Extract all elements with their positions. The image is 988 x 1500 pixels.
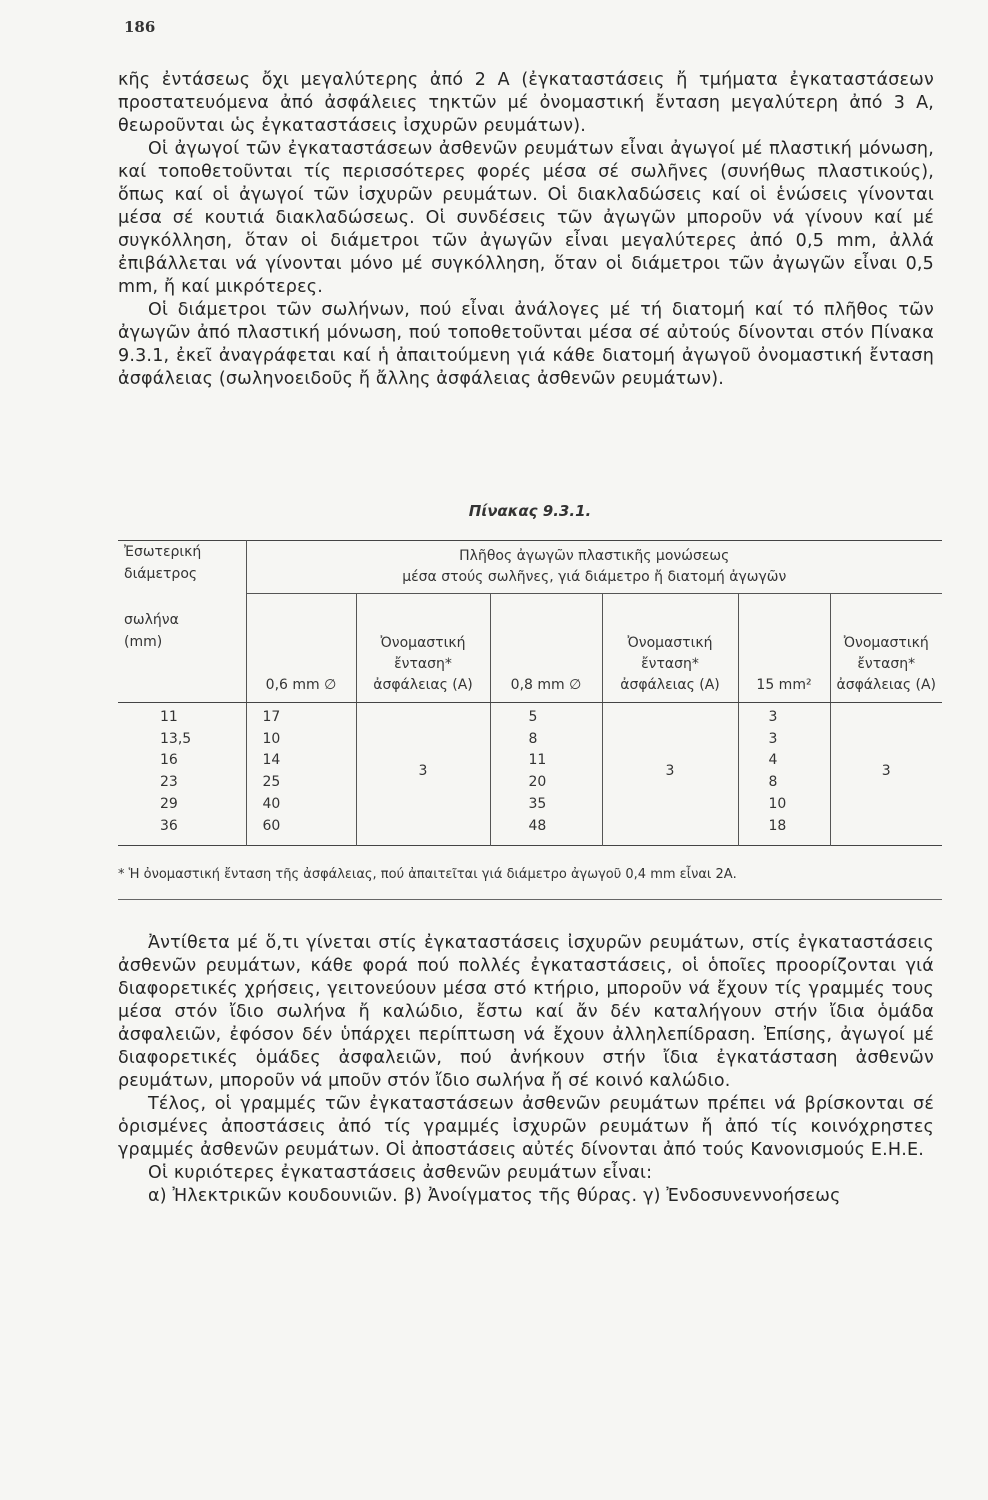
table-caption: Πίνακας 9.3.1.: [468, 502, 592, 520]
conductor-count-header: Πλῆθος ἀγωγῶν πλαστικῆς μονώσεως μέσα στούς σωλῆνες, γιά διάμετρο ἤ διατομή ἀγωγῶν: [246, 541, 942, 594]
paragraph: Οἱ ἀγωγοί τῶν ἐγκαταστάσεων ἀσθενῶν ρευμάτων εἶναι ἀγωγοί μέ πλαστική μόνωση, καί τοποθετοῦνται τίς περισσότερες φορές μέσα σέ σωλῆνες (συνήθως πλαστικούς), ὅπως καί οἱ ἀγωγοί τῶν ἰσχυρῶν ρευμάτων. Οἱ διακλαδώσεις καί οἱ ἑνώσεις γίνονται μέσα σέ κουτιά διακλαδώσεως. Οἱ συνδέσεις τῶν ἀγωγῶν μποροῦν νά γίνουν καί μέ συγκόλληση, ὅταν οἱ διάμετροι τῶν ἀγωγῶν εἶναι μεγαλύτερες ἀπό 0,5 mm, ἀλλά ἐπιβάλλεται νά γίνονται μόνο μέ συγκόλληση, ὅταν οἱ διάμετροι τῶν ἀγωγῶν εἶναι 0,5 mm, ἤ καί μικρότερες.: [118, 139, 934, 297]
fuse-15-cell: 3: [881, 763, 891, 780]
paragraph: Οἱ κυριότερες ἐγκαταστάσεις ἀσθενῶν ρευμάτων εἶναι:: [148, 1163, 653, 1183]
col-header-15: 15 mm²: [738, 594, 830, 703]
paragraph: Ἀντίθετα μέ ὅ,τι γίνεται στίς ἐγκαταστάσεις ἰσχυρῶν ρευμάτων, στίς ἐγκαταστάσεις ἀσθενῶν ρευμάτων, κάθε φορά πού πολλές ἐγκαταστάσεις, οἱ ὁποῖες προορίζονται γιά διαφορετικές χρήσεις, γειτονεύουν μέσα στό κτήριο, μποροῦν νά ἔχουν τίς γραμμές τους μέσα στόν ἴδιο σωλήνα ἤ καλώδιο, ἔστω καί ἄν δέν καταλήγουν στήν ἴδια ὁμάδα ἀσφαλειῶν, ἐφόσον δέν ὑπάρχει περίπτωση νά ἔχουν ἀλληλεπίδραση. Ἐπίσης, ἀγωγοί μέ διαφορετικές ὁμάδες ἀσφαλειῶν, πού ἀνήκουν στήν ἴδια ἐγκατάσταση ἀσθενῶν ρευμάτων, μποροῦν νά μποῦν στόν ἴδιο σωλήνα ἤ σέ κοινό καλώδιο.: [118, 933, 934, 1091]
count-06-column: 17 10 14 25 40 60: [246, 703, 356, 846]
fuse-06-cell: 3: [356, 703, 490, 846]
page-number: 186: [124, 18, 156, 36]
outro-text: [118, 932, 934, 1208]
count-08-column: 5 8 11 20 35 48: [490, 703, 602, 846]
paragraph: κῆς ἐντάσεως ὄχι μεγαλύτερης ἀπό 2 Α (ἐγκαταστάσεις ἤ τμήματα ἐγκαταστάσεων προστατευόμενα ἀπό ἀσφάλειες τηκτῶν μέ ὀνομαστική ἔνταση μεγαλύτερη ἀπό 3 Α, θεωροῦνται ὡς ἐγκαταστάσεις ἰσχυρῶν ρευμάτων).: [118, 70, 934, 136]
paragraph: Τέλος, οἱ γραμμές τῶν ἐγκαταστάσεων ἀσθενῶν ρευμάτων πρέπει νά βρίσκονται σέ ὁρισμένες ἀποστάσεις ἀπό τίς γραμμές ἰσχυρῶν ρευμάτων ἤ ἀπό τίς κοινόχρηστες γραμμές ἀσθενῶν ρευμάτων. Οἱ ἀποστάσεις αὐτές δίνονται ἀπό τούς Κανονισμούς Ε.Η.Ε.: [118, 1094, 934, 1160]
col-header-fuse-08: Ὀνομαστική ἔνταση* ἀσφάλειας (A): [602, 594, 738, 703]
diameter-column: 11 13,5 16 23 29 36: [118, 703, 246, 846]
col-header-fuse-06: Ὀνομαστική ἔνταση* ἀσφάλειας (A): [356, 594, 490, 703]
col-header-06: 0,6 mm ∅: [246, 594, 356, 703]
count-15-column: 3 3 4 8 10 18: [738, 703, 830, 846]
diameter-header: Ἐσωτερική διάμετρος σωλήνα (mm): [118, 541, 246, 703]
col-header-fuse-15: Ὀνομαστική ἔνταση* ἀσφάλειας (A): [830, 594, 942, 703]
col-header-08: 0,8 mm ∅: [490, 594, 602, 703]
conduit-table: [118, 540, 942, 846]
paragraph: α) Ἠλεκτρικῶν κουδουνιῶν. β) Ἀνοίγματος τῆς θύρας. γ) Ἐνδοσυνεννοήσεως: [148, 1186, 841, 1206]
fuse-08-cell: 3: [602, 703, 738, 846]
paragraph: Οἱ διάμετροι τῶν σωλήνων, πού εἶναι ἀνάλογες μέ τή διατομή καί τό πλῆθος τῶν ἀγωγῶν ἀπό πλαστική μόνωση, πού τοποθετοῦνται μέσα σέ αὐτούς δίνονται στόν Πίνακα 9.3.1, ἐκεῖ ἀναγράφεται καί ἡ ἀπαιτούμενη γιά κάθε διατομή ἀγωγοῦ ὀνομαστική ἔνταση ἀσφάλειας (σωληνοειδοῦς ἤ ἄλλης ἀσφάλειας ἀσθενῶν ρευμάτων).: [118, 300, 934, 389]
intro-text: [118, 69, 934, 391]
divider: [118, 899, 942, 900]
table-footnote: * Ἡ ὀνομαστική ἔνταση τῆς ἀσφάλειας, πού ἀπαιτεῖται γιά διάμετρο ἀγωγοῦ 0,4 mm εἶναι 2Α.: [118, 867, 737, 882]
